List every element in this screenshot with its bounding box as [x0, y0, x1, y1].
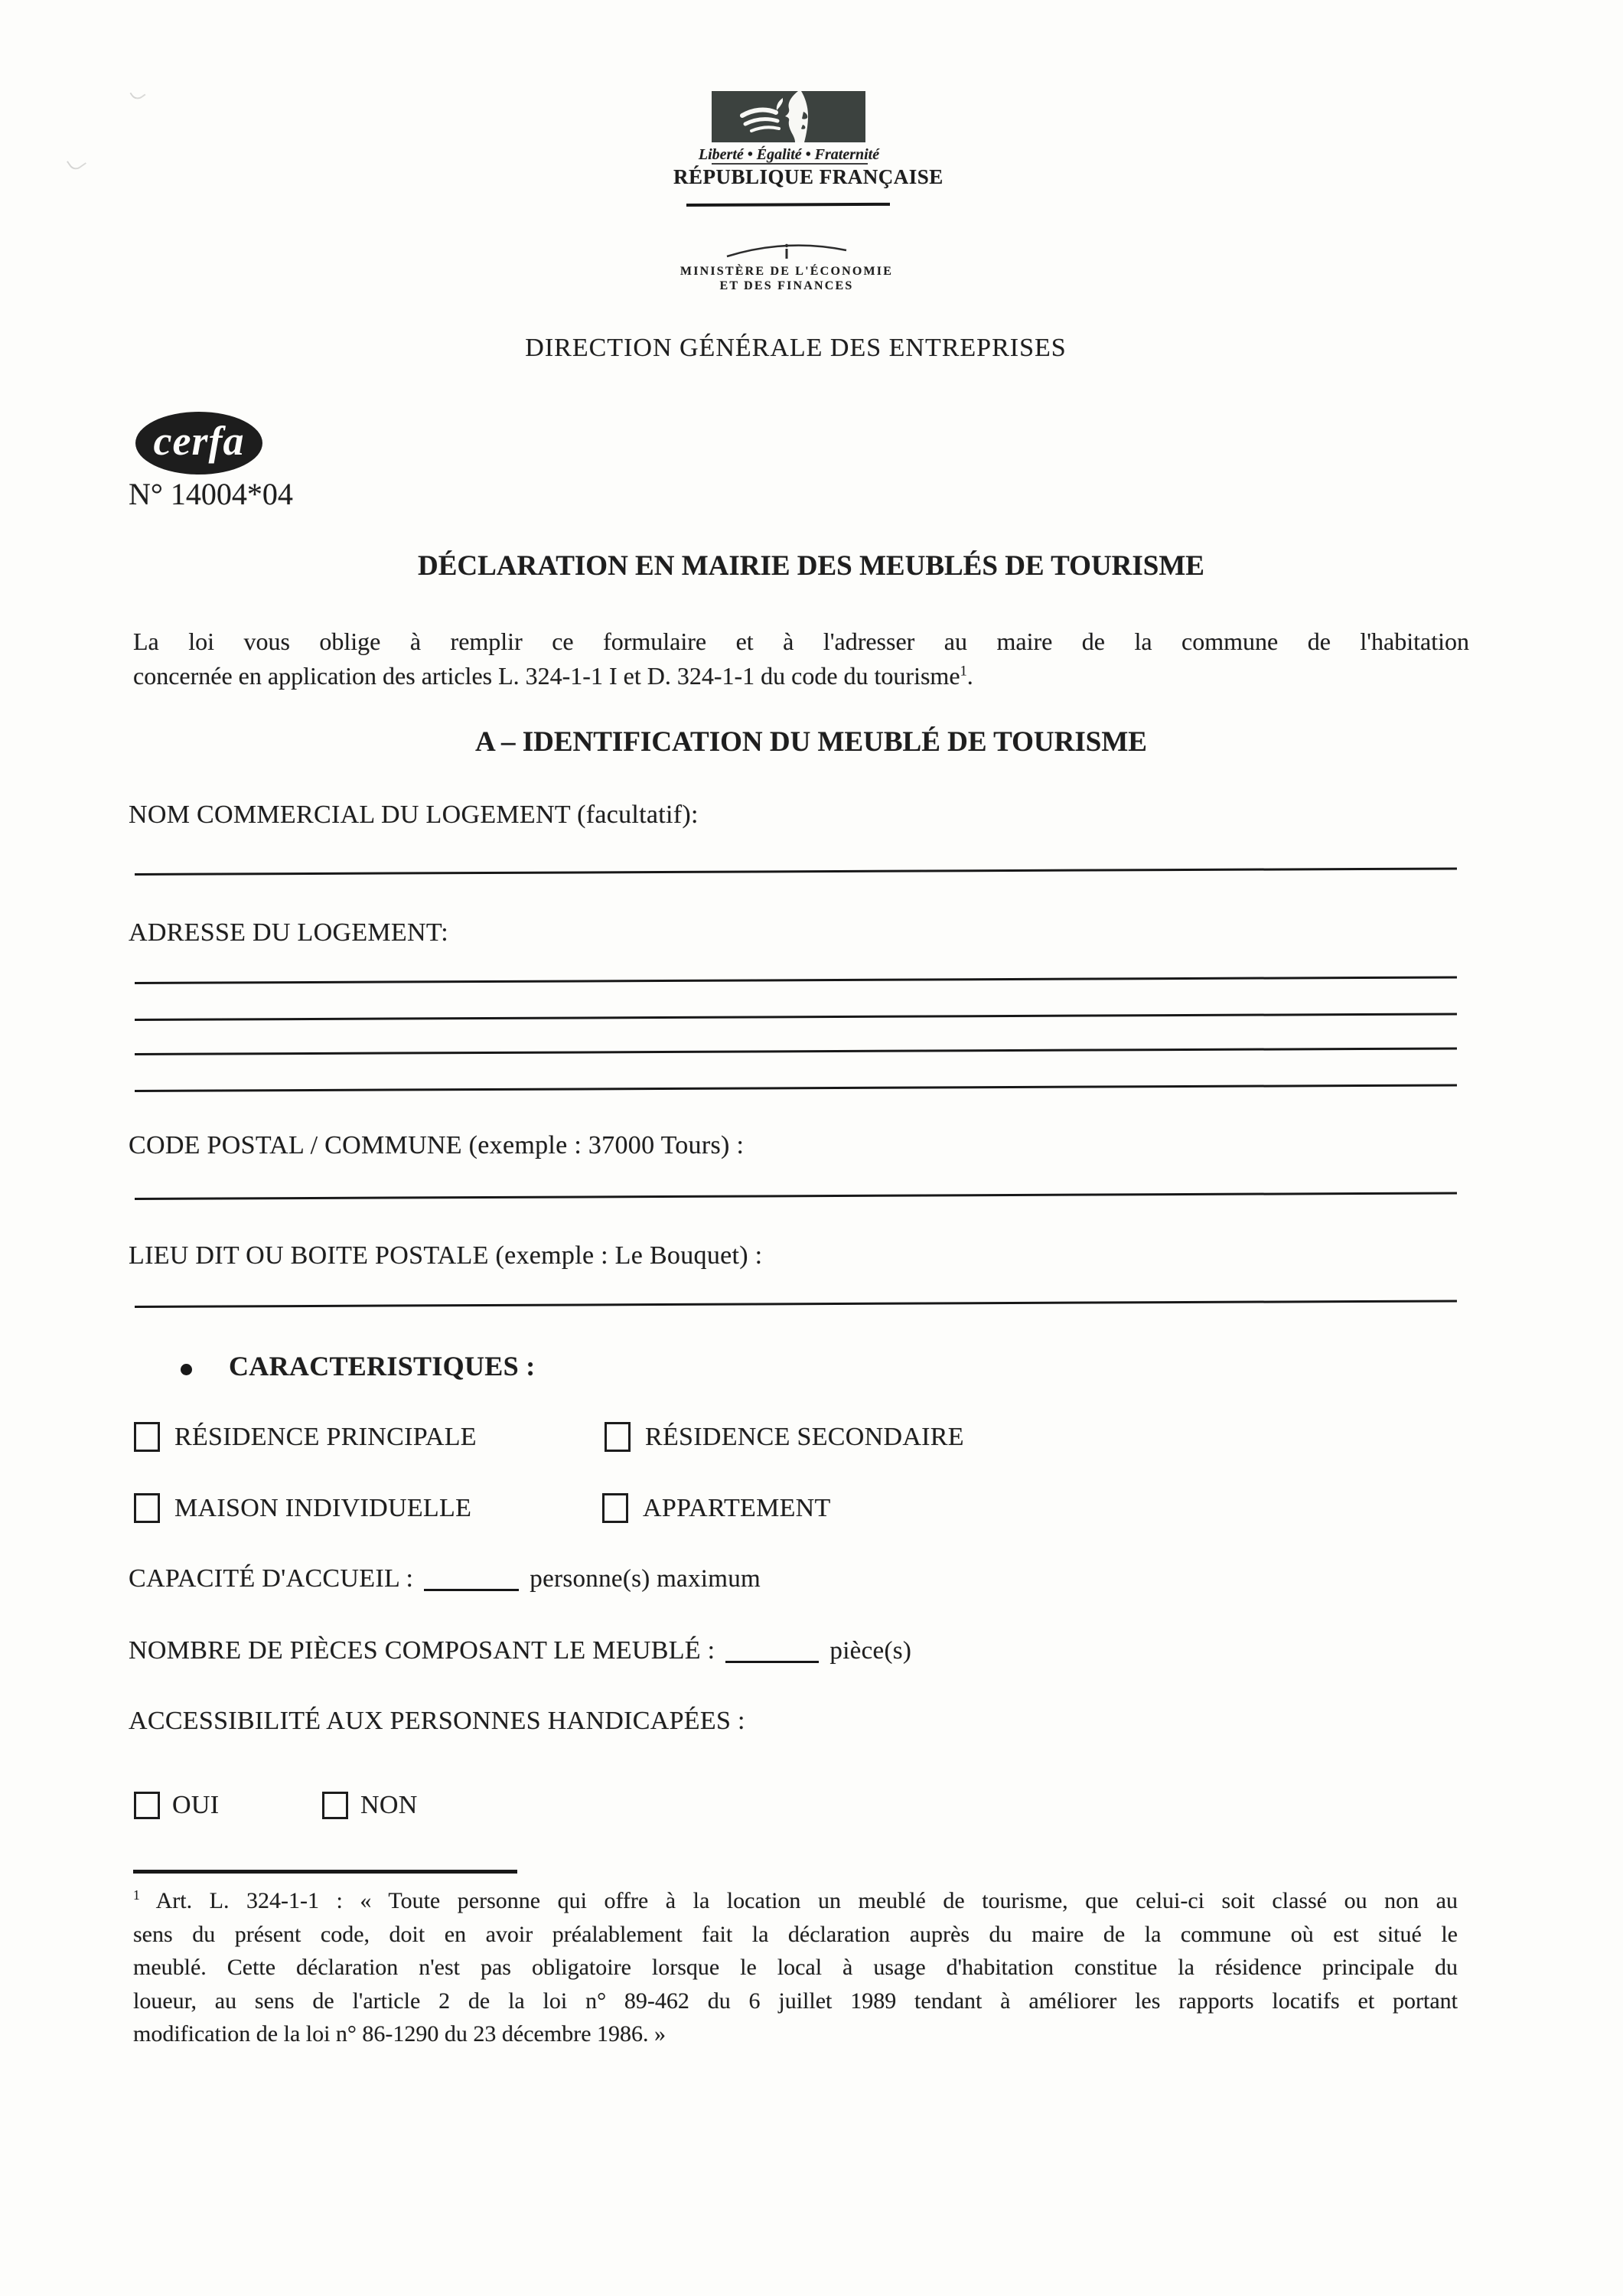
caracteristiques-bullet	[181, 1364, 192, 1375]
intro-terminator: .	[966, 662, 973, 690]
footnote-line-2: sens du présent code, doit en avoir préalablement fait la déclaration auprès du maire de la commune où est situé le	[133, 1921, 1458, 1947]
intro-footnote-ref: 1	[960, 663, 967, 680]
maison-individuelle-checkbox[interactable]	[134, 1493, 160, 1523]
form-title: DÉCLARATION EN MAIRIE DES MEUBLÉS DE TOURISME	[418, 550, 1204, 582]
appartement-label: APPARTEMENT	[643, 1493, 831, 1522]
footnote-line-3: meublé. Cette déclaration n'est pas obligatoire lorsque le local à usage d'habitation constitue la résidence principale du	[133, 1955, 1458, 1980]
section-a-heading: A – IDENTIFICATION DU MEUBLÉ DE TOURISME	[475, 726, 1147, 758]
footnote-ref: 1	[133, 1887, 140, 1903]
scan-artifact	[67, 153, 86, 172]
code-postal-label: CODE POSTAL / COMMUNE (exemple : 37000 Tours) :	[129, 1131, 745, 1159]
adresse-line-4[interactable]	[135, 1084, 1457, 1092]
scan-artifact	[129, 86, 145, 103]
pieces-row	[129, 1635, 911, 1665]
capacite-label: CAPACITÉ D'ACCUEIL :	[129, 1564, 414, 1593]
caracteristiques-heading: CARACTERISTIQUES :	[229, 1351, 536, 1381]
capacite-row	[129, 1563, 761, 1593]
cerfa-logo-text: cerfa	[153, 418, 245, 464]
capacite-suffix: personne(s) maximum	[530, 1565, 761, 1593]
intro-line-2	[133, 659, 1469, 693]
appartement-checkbox[interactable]	[602, 1493, 628, 1523]
footnote-line-4: loueur, au sens de l'article 2 de la loi n° 89-462 du 6 juillet 1989 tendant à améliorer les rapports locatifs et portant	[133, 1988, 1458, 2014]
ministry-name-line2: ET DES FINANCES	[719, 279, 854, 292]
code-postal-line[interactable]	[135, 1192, 1457, 1200]
cerfa-logo	[135, 412, 262, 475]
pieces-suffix: pièce(s)	[829, 1637, 912, 1665]
motto-underline	[712, 163, 868, 165]
residence-principale-option	[134, 1422, 477, 1452]
accessibilite-label: ACCESSIBILITÉ AUX PERSONNES HANDICAPÉES :	[129, 1707, 745, 1735]
non-option	[322, 1791, 418, 1820]
nom-commercial-label: NOM COMMERCIAL DU LOGEMENT (facultatif):	[129, 801, 699, 829]
footnote-line-1	[133, 1884, 1458, 1918]
pieces-field[interactable]	[725, 1635, 819, 1663]
residence-principale-label: RÉSIDENCE PRINCIPALE	[174, 1422, 477, 1451]
oui-label: OUI	[172, 1791, 220, 1819]
appartement-option	[602, 1493, 831, 1523]
ministry-name-line1: MINISTÈRE DE L'ÉCONOMIE	[680, 265, 894, 278]
adresse-label: ADRESSE DU LOGEMENT:	[129, 918, 448, 947]
maison-individuelle-option	[134, 1493, 471, 1523]
maison-individuelle-label: MAISON INDIVIDUELLE	[174, 1493, 472, 1522]
nom-commercial-line[interactable]	[135, 867, 1457, 876]
republique-text: RÉPUBLIQUE FRANÇAISE	[673, 165, 943, 188]
residence-principale-checkbox[interactable]	[134, 1422, 160, 1452]
capacite-field[interactable]	[424, 1563, 519, 1591]
residence-secondaire-label: RÉSIDENCE SECONDAIRE	[645, 1422, 964, 1451]
marianne-logo	[712, 91, 865, 146]
intro-line-1: La loi vous oblige à remplir ce formulaire et à l'adresser au maire de la commune de l'habitation	[133, 628, 1469, 655]
footnote	[133, 1884, 1458, 2051]
adresse-line-3[interactable]	[135, 1047, 1457, 1055]
marianne-logo-image	[712, 91, 865, 142]
motto-text: Liberté • Égalité • Fraternité	[698, 146, 880, 163]
direction-title: DIRECTION GÉNÉRALE DES ENTREPRISES	[525, 334, 1067, 362]
lieu-dit-label: LIEU DIT OU BOITE POSTALE (exemple : Le Bouquet) :	[129, 1241, 763, 1270]
footnote-rule	[133, 1870, 517, 1874]
pieces-label: NOMBRE DE PIÈCES COMPOSANT LE MEUBLÉ :	[129, 1636, 715, 1665]
residence-secondaire-option	[605, 1422, 964, 1452]
header-divider	[686, 203, 890, 207]
footnote-line-5: modification de la loi n° 86-1290 du 23 décembre 1986. »	[133, 2021, 666, 2047]
non-label: NON	[360, 1791, 418, 1819]
cerfa-number: N° 14004*04	[129, 477, 293, 511]
adresse-line-1[interactable]	[135, 976, 1457, 984]
ministry-arc-icon	[725, 236, 848, 267]
oui-checkbox[interactable]	[134, 1792, 160, 1819]
adresse-line-2[interactable]	[135, 1013, 1457, 1021]
footnote-line-1-text: Art. L. 324-1-1 : « Toute personne qui offre à la location un meublé de tourisme, que celui-ci soit classé ou non au	[155, 1888, 1458, 1913]
non-checkbox[interactable]	[322, 1792, 348, 1819]
intro-line-2-text: concernée en application des articles L. 324-1-1 I et D. 324-1-1 du code du tourisme	[133, 662, 960, 690]
lieu-dit-line[interactable]	[135, 1300, 1457, 1308]
residence-secondaire-checkbox[interactable]	[605, 1422, 631, 1452]
oui-option	[134, 1791, 219, 1820]
